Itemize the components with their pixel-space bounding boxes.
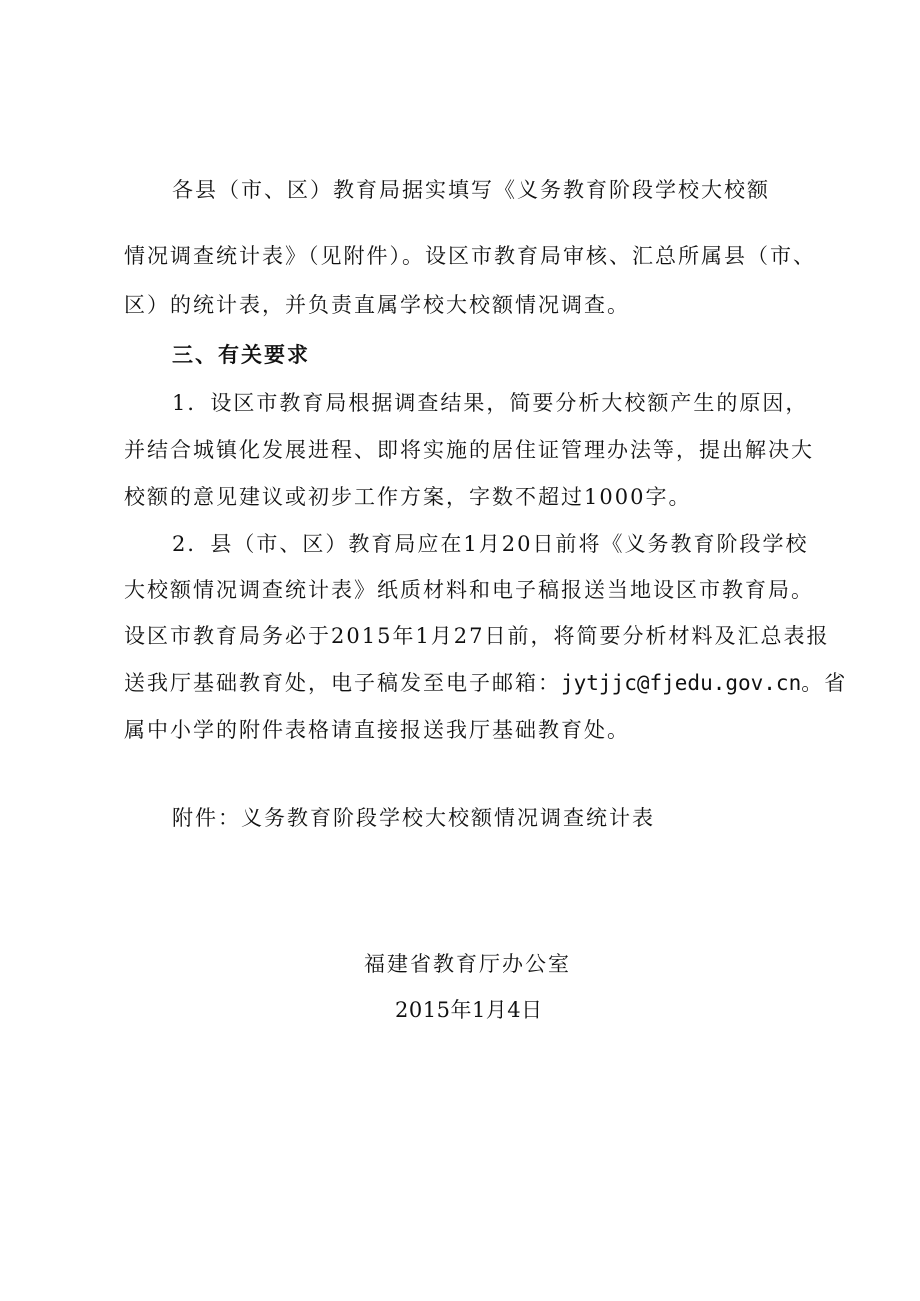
item-1-line-1: 1．设区市教育局根据调查结果，简要分析大校额产生的原因，	[172, 391, 809, 415]
item-2-line-5: 属中小学的附件表格请直接报送我厅基础教育处。	[124, 718, 630, 742]
paragraph-1-line-2: 情况调查统计表》（见附件）。设区市教育局审核、汇总所属县（市、	[124, 244, 816, 268]
paragraph-1-line-1: 各县（市、区）教育局据实填写《义务教育阶段学校大校额	[172, 178, 770, 202]
item-1-line-3: 校额的意见建议或初步工作方案，字数不超过1000字。	[124, 485, 692, 509]
item-1-line-2: 并结合城镇化发展进程、即将实施的居住证管理办法等，提出解决大	[124, 438, 814, 462]
item-2-line-3: 设区市教育局务必于2015年1月27日前，将简要分析材料及汇总表报	[124, 624, 830, 648]
item-2-line-1: 2．县（市、区）教育局应在1月20日前将《义务教育阶段学校	[172, 532, 809, 556]
item-2-line-4	[124, 669, 847, 697]
item-2-line-2: 大校额情况调查统计表》纸质材料和电子稿报送当地设区市教育局。	[124, 578, 814, 602]
issue-date: 2015年1月4日	[395, 998, 543, 1022]
attachment-note: 附件：义务教育阶段学校大校额情况调查统计表	[172, 806, 655, 830]
item-2-line-4-text: 送我厅基础教育处，电子稿发至电子邮箱：	[124, 671, 561, 695]
section-heading: 三、有关要求	[172, 343, 310, 367]
issuer-name: 福建省教育厅办公室	[364, 952, 571, 976]
email-address: jytjjc@fjedu.gov.cn	[561, 671, 802, 695]
paragraph-1-line-3: 区）的统计表，并负责直属学校大校额情况调查。	[124, 293, 630, 317]
item-2-line-4-end: 。省	[801, 671, 848, 695]
